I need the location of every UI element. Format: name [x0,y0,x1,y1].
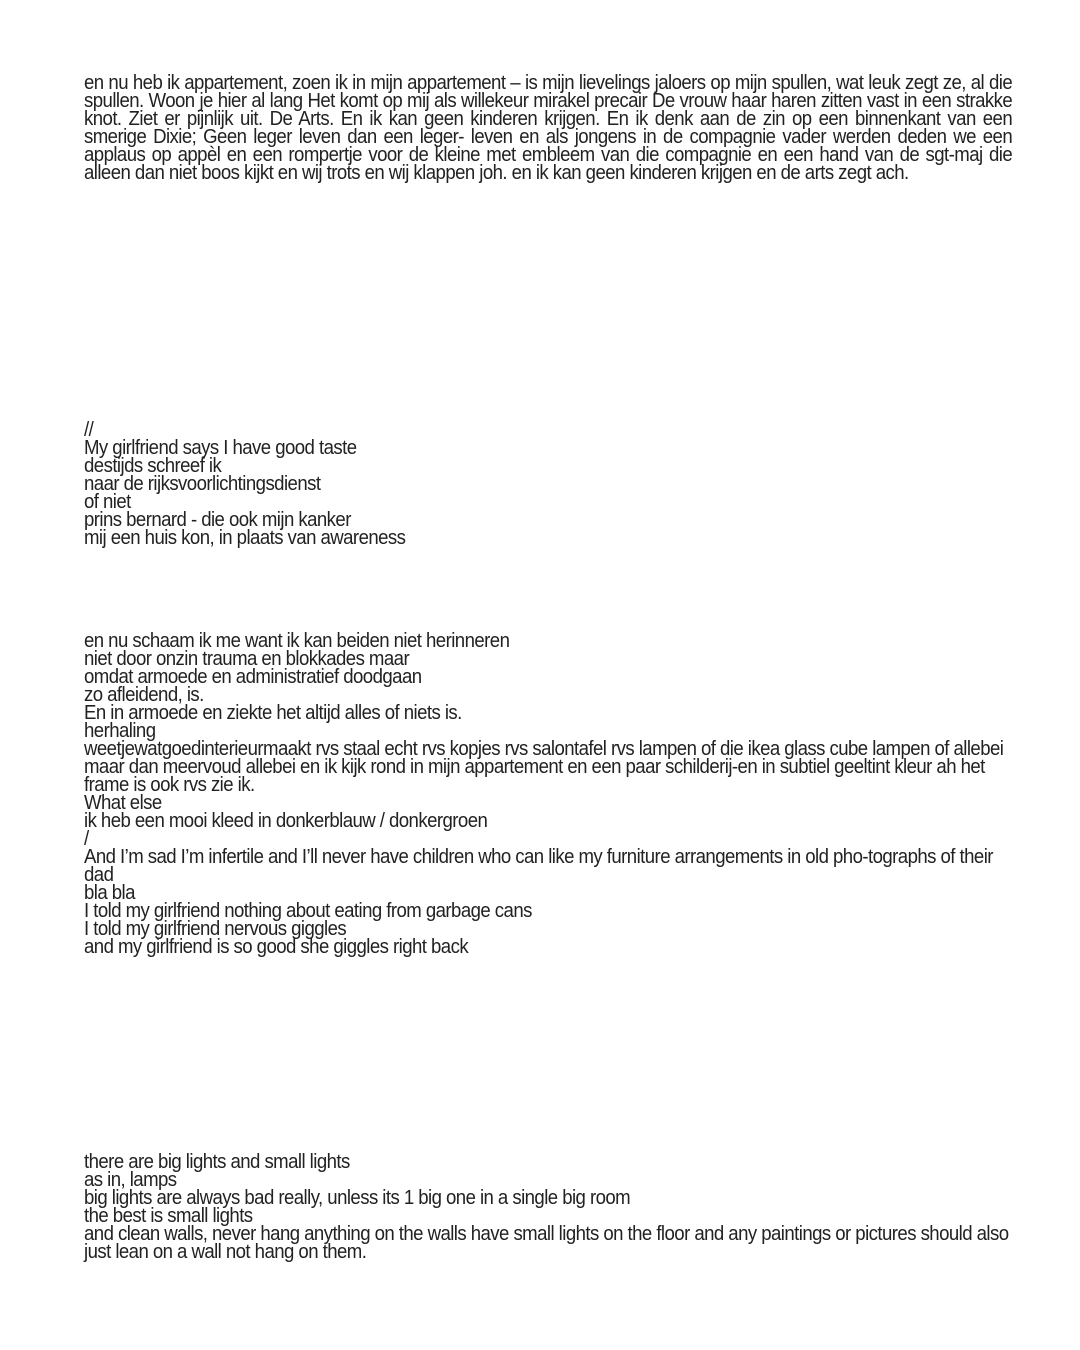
poem-line: What else [84,792,162,814]
poem-line: zo afleidend, is. [84,684,204,706]
poem-line: mij een huis kon, in plaats van awareness [84,527,406,549]
poem-line: omdat armoede en administratief doodgaan [84,666,422,688]
poem-paragraph-walls: and clean walls, never hang anything on the walls have small lights on the floor and any paintings or pictures should also just lean on a wall not hang on them. [84,1223,1009,1263]
poem-line: My girlfriend says I have good taste [84,437,357,459]
section-divider: / [84,828,89,850]
poem-line: naar de rijksvoorlichtingsdienst [84,473,321,495]
poem-line: bla bla [84,882,135,904]
poem-line: ik heb een mooi kleed in donkerblauw / donkergroen [84,810,488,832]
prose-section-dutch [84,72,1013,184]
poem-line: prins bernard - die ook mijn kanker [84,509,351,531]
poem-line: herhaling [84,720,156,742]
poem-paragraph-interieur: weetjewatgoedinterieurmaakt rvs staal echt rvs kopjes rvs salontafel rvs lampen of die ikea glass cube lampen of allebei maar dan meervoud allebei en ik kijk rond in mijn appartement en een paar schilderij-en in subtiel geeltint kleur ah het frame is ook rvs zie ik. [84,738,1004,796]
poem-line: I told my girlfriend nothing about eating from garbage cans [84,900,532,922]
poem-line: of niet [84,491,131,513]
poem-line: the best is small lights [84,1205,253,1227]
poem-paragraph-infertile: And I’m sad I’m infertile and I’ll never have children who can like my furniture arrangements in old pho-tographs of their dad [84,846,993,886]
poem-line: destijds schreef ik [84,455,222,477]
poem-section-girlfriend-taste [84,421,947,547]
poem-line: En in armoede en ziekte het altijd alles of niets is. [84,702,462,724]
poem-line: as in, lamps [84,1169,177,1191]
poem-section-lights [84,1151,1009,1263]
poem-line: en nu schaam ik me want ik kan beiden niet herinneren [84,630,510,652]
poem-line: and my girlfriend is so good she giggles right back [84,936,469,958]
poem-line: niet door onzin trauma en blokkades maar [84,648,410,670]
poem-line: I told my girlfriend nervous giggles [84,918,347,940]
poem-line: big lights are always bad really, unless its 1 big one in a single big room [84,1187,631,1209]
poem-section-schaam [84,630,1004,958]
section-divider: // [84,419,94,441]
paragraph-appartement: en nu heb ik appartement, zoen ik in mijn appartement – is mijn lievelings jaloers op mijn spullen, wat leuk zegt ze, al die spullen. Woon je hier al lang Het komt op mij als willekeur mirakel precair De vrouw haar haren zitten vast in een strakke knot. Ziet er pijnlijk uit. De Arts. En ik kan geen kinderen krijgen. En ik denk aan de zin op een binnenkant van een smerige Dixie; Geen leger leven dan een leger- leven en als jongens in de compagnie vader werden deden we een applaus op appèl en een rompertje voor de kleine met embleem van die compagnie en een hand van de sgt-maj die alleen dan niet boos kijkt en wij trots en wij klappen joh. en ik kan geen kinderen krijgen en de arts zegt ach. [84,72,1013,184]
poem-line: there are big lights and small lights [84,1151,350,1173]
